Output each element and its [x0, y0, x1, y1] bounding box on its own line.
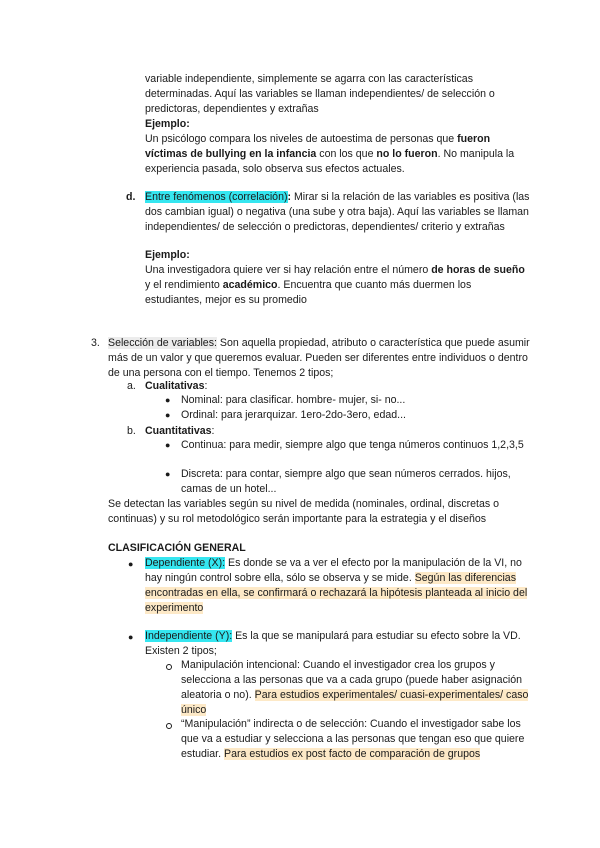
list-marker-3: 3.: [91, 337, 100, 349]
bullet-icon: ●: [165, 410, 171, 420]
bullet-icon: ●: [128, 559, 134, 569]
example-label: Ejemplo:: [145, 118, 190, 130]
bullet-icon: ●: [165, 440, 171, 450]
dependent-title: Dependiente (X):: [145, 557, 226, 569]
section-heading: CLASIFICACIÓN GENERAL: [108, 542, 246, 554]
independent-paragraph: Independiente (Y): Es la que se manipulará para estudiar su efecto sobre la VD. Existen 2 tipos;: [145, 630, 521, 657]
correlation-title: Entre fenómenos (correlación): [145, 191, 288, 203]
variables-title: Selección de variables:: [108, 337, 217, 349]
circle-bullet-icon: [166, 723, 172, 729]
quantitative-heading: Cuantitativas:: [145, 425, 215, 437]
dependent-paragraph: Dependiente (X): Es donde se va a ver el efecto por la manipulación de la VI, no hay ningún control sobre ella, sólo se observa y se mide. Según las diferencias encontradas en ella, se confirmará o rechazará la hipótesis planteada al inicio del experimento: [145, 557, 528, 614]
circle-bullet-icon: [166, 664, 172, 670]
list-item: Nominal: para clasificar. hombre- mujer, si- no...: [181, 394, 406, 406]
example-text-d: Una investigadora quiere ver si hay relación entre el número de horas de sueño y el rendimiento académico. Encuentra que cuanto más duermen los estudiantes, mejor es su promedio: [145, 264, 525, 306]
intro-paragraph: variable independiente, simplemente se agarra con las características determinadas. Aquí las variables se llaman independientes/ de selección o predictoras, dependientes y extrañas: [145, 73, 495, 115]
bullet-icon: ●: [165, 469, 171, 479]
list-marker-a: a.: [127, 380, 136, 392]
example-label-d: Ejemplo:: [145, 249, 190, 261]
example-text: Un psicólogo compara los niveles de autoestima de personas que fueron víctimas de bullying en la infancia con los que no lo fueron. No manipula la experiencia pasada, solo observa sus efectos actuales.: [145, 133, 515, 175]
sub-item-selection: “Manipulación” indirecta o de selección: Cuando el investigador sabe los que va a estudiar y selecciona a las personas que tengan eso que quiere estudiar. Para estudios ex post facto de comparación de grupos: [181, 718, 525, 760]
list-item: Ordinal: para jerarquizar. 1ero-2do-3ero, edad...: [181, 409, 406, 421]
bullet-icon: ●: [128, 632, 134, 642]
correlation-paragraph: Entre fenómenos (correlación): Mirar si la relación de las variables es positiva (las dos cambian igual) o negativa (una sube y otra baja). Aquí las variables se llaman independientes/ de selección o predictoras, dependientes/ criterio y extrañas: [145, 191, 530, 233]
independent-title: Independiente (Y):: [145, 630, 233, 642]
list-item: Discreta: para contar, siempre algo que sean números cerrados. hijos, camas de un hotel...: [181, 468, 511, 495]
variables-paragraph: Selección de variables: Son aquella propiedad, atributo o característica que puede asumir más de un valor y que queremos evaluar. Pueden ser diferentes entre individuos o dentro de una persona con el tiempo. Tenemos 2 tipos;: [108, 337, 530, 379]
list-marker-d: d.: [126, 191, 136, 203]
list-item: Continua: para medir, siempre algo que tenga números continuos 1,2,3,5: [181, 439, 524, 451]
qualitative-heading: Cualitativas:: [145, 380, 208, 392]
bullet-icon: ●: [165, 395, 171, 405]
list-marker-b: b.: [127, 425, 136, 437]
sub-item-intentional: Manipulación intencional: Cuando el investigador crea los grupos y selecciona a las personas que va a cada grupo (puede haber asignación aleatoria o no). Para estudios experimentales/ cuasi-experimentales/ caso único: [181, 659, 529, 716]
closing-paragraph: Se detectan las variables según su nivel de medida (nominales, ordinal, discretas o continuas) y su rol metodológico serán importante para la estrategia y el diseños: [108, 498, 500, 525]
